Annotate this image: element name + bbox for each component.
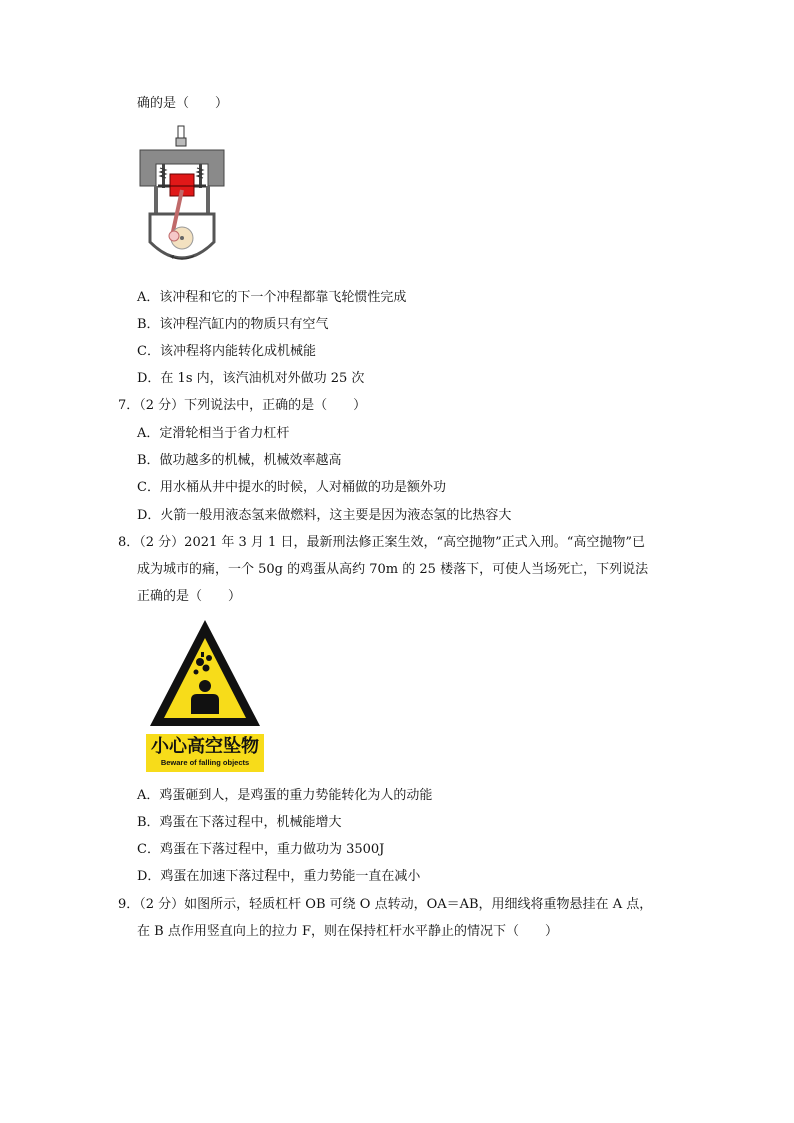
- q7-stem: 7．（2 分）下列说法中，正确的是（ ）: [118, 398, 367, 413]
- q8-option-b: B．鸡蛋在下落过程中，机械能增大: [137, 815, 342, 830]
- q8-option-a: A．鸡蛋砸到人，是鸡蛋的重力势能转化为人的动能: [137, 788, 433, 803]
- q8-stem-line-2: 成为城市的痛，一个 50g 的鸡蛋从高约 70m 的 25 楼落下，可使人当场死亡，下列说法: [137, 562, 649, 577]
- q8-stem-line-3: 正确的是（ ）: [137, 589, 242, 604]
- q9-stem-line-1: 9．（2 分）如图所示，轻质杠杆 OB 可绕 O 点转动，OA＝AB，用细线将重物悬挂在 A 点，: [118, 897, 653, 912]
- warning-sign-title: 小心高空坠物: [151, 736, 259, 757]
- q8-option-c: C．鸡蛋在下落过程中，重力做功为 3500J: [137, 842, 385, 857]
- q7-option-c: C．用水桶从井中提水的时候，人对桶做的功是额外功: [137, 480, 446, 495]
- warning-triangle-icon: [146, 616, 264, 732]
- q8-stem-line-1: 8．（2 分）2021 年 3 月 1 日，最新刑法修正案生效，“高空抛物”正式入刑。“高空抛物”已: [118, 535, 646, 550]
- q6-option-c: C．该冲程将内能转化成机械能: [137, 344, 316, 359]
- q9-stem-line-2: 在 B 点作用竖直向上的拉力 F，则在保持杠杆水平静止的情况下（ ）: [137, 924, 558, 939]
- warning-sign-label: [146, 734, 264, 772]
- warning-sign-subtitle: Beware of falling objects: [160, 758, 250, 767]
- q6-option-a: A．该冲程和它的下一个冲程都靠飞轮惯性完成: [137, 290, 407, 305]
- q7-option-a: A．定滑轮相当于省力杠杆: [137, 426, 290, 441]
- q6-option-d: D．在 1s 内，该汽油机对外做功 25 次: [137, 371, 365, 386]
- q8-option-d: D．鸡蛋在加速下落过程中，重力势能一直在减小: [137, 869, 421, 884]
- q6-option-b: B．该冲程汽缸内的物质只有空气: [137, 317, 329, 332]
- q7-option-d: D．火箭一般用液态氢来做燃料，这主要是因为液态氢的比热容大: [137, 508, 512, 523]
- engine-diagram: [136, 124, 228, 280]
- warning-sign: [146, 616, 264, 774]
- q7-option-b: B．做功越多的机械，机械效率越高: [137, 453, 342, 468]
- q6-stem-tail: 确的是（ ）: [137, 96, 229, 111]
